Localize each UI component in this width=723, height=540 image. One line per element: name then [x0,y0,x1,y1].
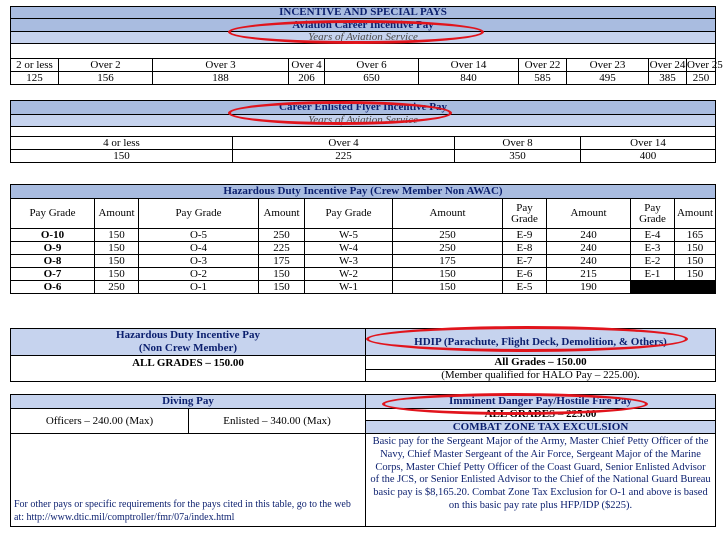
cefip-header-row [11,137,716,150]
hdip-crew-cell: E-1 [631,268,675,281]
hdip-crew-cell: O-2 [139,268,259,281]
hdip-crew-cell: E-9 [503,229,547,242]
hdip-crew-cell: E-3 [631,242,675,255]
combat-title: COMBAT ZONE TAX EXCULSION [366,421,716,434]
hdip-noncrew-table [10,328,716,382]
cefip-spacer [11,127,716,137]
acip-col-header: Over 24 [649,58,686,71]
hdip-crew-cell: 240 [547,229,631,242]
hdip-crew-cell: 240 [547,255,631,268]
hdip-noncrew-title-line1: Hazardous Duty Incentive Pay [116,329,260,341]
idp-title: Imminent Danger Pay/Hostile Fire Pay [366,395,716,409]
hdip-crew-cell: O-5 [139,229,259,242]
hdip-crew-col-header: Amount [675,199,716,229]
cefip-value: 225 [233,150,455,163]
hdip-crew-cell: O-1 [139,281,259,294]
hdip-crew-cell: W-2 [305,268,393,281]
hdip-crew-cell: 250 [95,281,139,294]
cefip-value: 400 [581,150,716,163]
hdip-crew-row [11,281,716,294]
hdip-crew-cell: 150 [95,268,139,281]
hdip-crew-block [10,184,715,294]
acip-value: 206 [289,72,325,85]
cefip-subtitle: Years of Aviation Service [11,115,716,127]
acip-table [10,6,723,85]
hdip-crew-cell: O-8 [11,255,95,268]
blank-black-cell [631,281,716,294]
hdip-crew-cell: 150 [95,255,139,268]
acip-col-header: Over 22 [519,59,567,72]
hdip-crew-cell: 175 [393,255,503,268]
hdip-crew-cell: O-4 [139,242,259,255]
hdip-noncrew-title-line2: (Non Crew Member) [138,342,238,355]
cefip-table [10,100,716,163]
hdip-other-title: HDIP (Parachute, Flight Deck, Demolition, & Others) [366,329,716,356]
hdip-crew-cell: O-3 [139,255,259,268]
acip-subtitle: Years of Aviation Service [11,32,716,44]
hdip-crew-row [11,268,716,281]
hdip-crew-cell: 150 [393,268,503,281]
hdip-crew-cell: 215 [547,268,631,281]
cefip-title: Career Enlisted Flyer Incentive Pay [11,101,716,115]
cefip-col-header: Over 4 [233,137,455,150]
hdip-other-note: (Member qualified for HALO Pay – 225.00). [366,370,716,382]
footer-link-text[interactable]: For other pays or specific requirements for the pays cited in this table, go to the web at: http://www.dtic.mil/comptroller/fmr/07a/index.html [11,434,366,527]
hdip-crew-cell: 190 [547,281,631,294]
diving-title: Diving Pay [11,395,366,409]
acip-col-header: Over 3 [153,59,289,72]
acip-block [10,6,723,85]
hdip-crew-cell: 240 [547,242,631,255]
diving-officers: Officers – 240.00 (Max) [11,409,189,434]
acip-col-header: Over 25 [687,58,723,71]
hdip-crew-col-header: Pay Grade [305,199,393,229]
hdip-crew-cell: E-5 [503,281,547,294]
acip-value: 250 [687,72,716,85]
acip-value: 385 [649,72,687,85]
hdip-crew-cell: 250 [393,242,503,255]
hdip-crew-cell: O-10 [11,229,95,242]
hdip-crew-cell: E-6 [503,268,547,281]
cefip-block [10,100,715,163]
acip-col-header: Over 14 [419,59,519,72]
acip-value: 125 [11,72,59,85]
hdip-crew-cell: E-2 [631,255,675,268]
acip-value: 495 [567,72,649,85]
hdip-crew-cell: 225 [259,242,305,255]
hdip-crew-cell: 165 [675,229,716,242]
cefip-col-header: 4 or less [11,137,233,150]
hdip-crew-col-header: Amount [547,199,631,229]
hdip-crew-cell: 150 [675,268,716,281]
acip-col-header: Over 6 [325,59,419,72]
hdip-crew-cell: W-1 [305,281,393,294]
hdip-crew-cell: 150 [259,268,305,281]
acip-col-header: Over 23 [567,59,649,72]
hdip-crew-cell: O-9 [11,242,95,255]
cefip-value-row [11,150,716,163]
diving-enlisted: Enlisted – 340.00 (Max) [189,409,366,434]
hdip-crew-cell: 150 [675,242,716,255]
hdip-crew-col-header: Pay Grade [139,199,259,229]
hdip-crew-col-header: Pay Grade [11,199,95,229]
hdip-crew-cell: O-7 [11,268,95,281]
idp-value: ALL GRADES – 225.00 [366,409,716,421]
hdip-crew-title: Hazardous Duty Incentive Pay (Crew Member Non AWAC) [11,185,716,199]
cefip-col-header: Over 8 [455,137,581,150]
hdip-crew-header-row [11,199,716,229]
acip-col-header: 2 or less [11,59,59,72]
acip-value: 585 [519,72,567,85]
hdip-other-value: All Grades – 150.00 [366,356,716,370]
acip-value: 650 [325,72,419,85]
acip-value-row [11,72,716,85]
top-title: INCENTIVE AND SPECIAL PAYS [11,7,716,19]
hdip-noncrew-value: ALL GRADES – 150.00 [11,356,366,382]
hdip-crew-cell: E-8 [503,242,547,255]
hdip-crew-row [11,242,716,255]
acip-title: Aviation Career Incentive Pay [11,19,716,32]
hdip-crew-cell: W-3 [305,255,393,268]
acip-value: 188 [153,72,289,85]
hdip-crew-row [11,255,716,268]
acip-value: 156 [59,72,153,85]
hdip-crew-cell: E-7 [503,255,547,268]
hdip-noncrew-title [11,329,366,356]
hdip-crew-row [11,229,716,242]
cefip-value: 350 [455,150,581,163]
hdip-crew-table [10,184,716,294]
cefip-value: 150 [11,150,233,163]
hdip-crew-col-header: Amount [95,199,139,229]
hdip-crew-cell: 150 [393,281,503,294]
hdip-crew-col-header: Pay Grade [503,199,547,229]
hdip-crew-cell: 150 [675,255,716,268]
hdip-crew-cell: 150 [95,229,139,242]
hdip-crew-cell: 150 [259,281,305,294]
cefip-col-header: Over 14 [581,137,716,150]
acip-spacer [11,44,716,59]
hdip-crew-col-header: Pay Grade [631,199,675,229]
hdip-crew-col-header: Amount [259,199,305,229]
acip-col-header: Over 2 [59,59,153,72]
combat-body: Basic pay for the Sergeant Major of the Army, Master Chief Petty Officer of the Navy, Chief Master Sergeant of the Air Force, Sergeant Major of the Marine Corps, Master Chief Petty Officer of the Coast Guard, Senior Enlisted Advisor of the JCS, or Senior Enlisted Advisor to the Chief of the National Guard Bureau basic pay is $8,165.20. Combat Zone Tax Exclusion for O-1 and above is based on this basic pay rate plus HFP/IDP ($225). [366,434,716,527]
hdip-crew-col-header: Amount [393,199,503,229]
hdip-crew-cell: 175 [259,255,305,268]
hdip-crew-cell: 150 [95,242,139,255]
hdip-crew-cell: 250 [393,229,503,242]
acip-col-header: Over 4 [289,59,325,72]
diving-table [10,394,716,527]
acip-value: 840 [419,72,519,85]
hdip-noncrew-block [10,328,715,382]
hdip-crew-cell: O-6 [11,281,95,294]
hdip-crew-cell: E-4 [631,229,675,242]
diving-block [10,394,715,527]
hdip-crew-cell: W-5 [305,229,393,242]
hdip-crew-cell: W-4 [305,242,393,255]
acip-header-row [11,59,716,72]
hdip-crew-cell: 250 [259,229,305,242]
